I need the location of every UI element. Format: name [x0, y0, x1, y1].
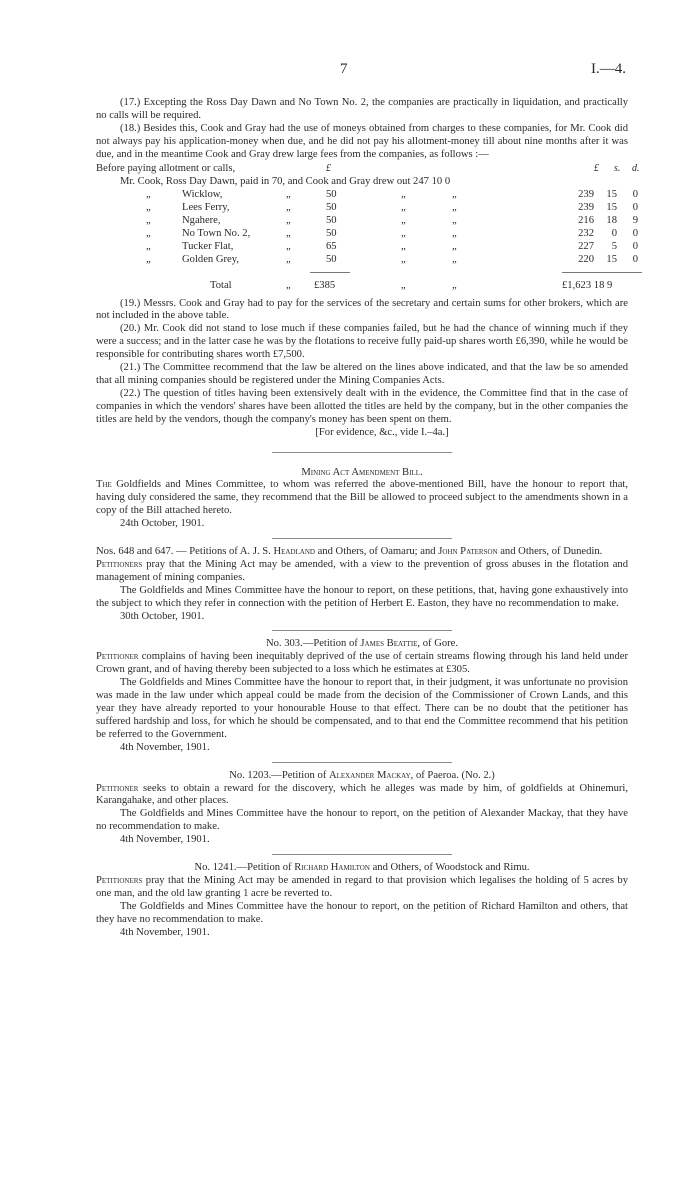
section-5-title — [96, 862, 628, 875]
section-divider — [272, 854, 452, 855]
section-4-title — [96, 770, 628, 783]
section-5-title-a: No. 1241.—Petition of — [194, 862, 292, 874]
row-ditto-4: „ — [452, 227, 457, 239]
section-3-paragraph-1 — [96, 651, 628, 677]
row-ditto-4: „ — [452, 201, 457, 213]
row-ditto-3: „ — [401, 253, 406, 265]
paragraph-21: (21.) The Committee recommend that the law be altered on the lines above indicated, and that the law be so amended that all mining companies should be registered under the Mining Companies Acts. — [96, 362, 628, 386]
row-pence: 0 — [632, 188, 638, 200]
col-header-shillings: s. — [614, 162, 621, 174]
section-2-date: 30th October, 1901. — [120, 610, 205, 622]
section-1-lead: The — [96, 479, 112, 491]
row-pounds: 239 — [578, 188, 594, 200]
section-3-title-a: No. 303.—Petition of — [265, 638, 358, 650]
petitioner-name-mackay: Alexander Mackay, — [328, 769, 414, 781]
total-ditto-1: „ — [286, 279, 291, 291]
row-pounds: 220 — [578, 253, 594, 265]
row-paid: 50 — [326, 201, 337, 213]
row-ditto-4: „ — [452, 240, 457, 252]
section-2-title-a: Nos. 648 and 647. — Petitions of A. J. S. — [96, 546, 271, 558]
row-pence: 0 — [632, 227, 638, 239]
row-shillings: 15 — [606, 201, 617, 213]
table-rows — [96, 162, 638, 298]
paragraph-22: (22.) The question of titles having been extensively dealt with in the evidence, the Committee find that in the case of companies in which the vendors' shares have been allotted the titles are held by the company, but in the other companies the titles are held by the vendors, though the company's money has been spent on them. — [96, 387, 628, 425]
section-2-lead: Petitioners — [96, 558, 143, 570]
row-company: Lees Ferry, — [182, 201, 230, 213]
petitioner-name-headland: Headland — [273, 546, 315, 558]
total-paid-rule — [310, 272, 350, 273]
row-ditto-1: „ — [146, 214, 151, 226]
col-header-pound: £ — [326, 162, 331, 174]
row-shillings: 15 — [606, 188, 617, 200]
total-drawn-rule — [562, 272, 642, 273]
document-reference: I.—4. — [591, 61, 626, 77]
row-pounds: 239 — [578, 201, 594, 213]
section-4-title-a: No. 1203.—Petition of — [229, 769, 327, 781]
row-ditto-2: „ — [286, 227, 291, 239]
row-pence: 0 — [632, 253, 638, 265]
row-ditto-1: „ — [146, 240, 151, 252]
row-ditto-4: „ — [452, 253, 457, 265]
section-4-text-1: seeks to obtain a reward for the discovery, which he alleges was made by him, of goldfields at Ohinemuri, Karangahake, and other places. — [96, 782, 628, 807]
section-4-paragraph-2: The Goldfields and Mines Committee have the honour to report, on the petition of Alexander Mackay, that they have no recommendation to make. — [96, 808, 628, 833]
row-ditto-1: „ — [146, 201, 151, 213]
total-ditto-3: „ — [452, 279, 457, 291]
section-5-date: 4th November, 1901. — [120, 926, 210, 938]
petitioner-name-paterson: John Paterson — [438, 546, 498, 558]
table-first-row: Mr. Cook, Ross Day Dawn, paid in 70, and Cook and Gray drew out 247 10 0 — [120, 175, 451, 187]
section-1-paragraph — [96, 479, 628, 518]
petitioner-name-beattie: James Beattie, — [360, 638, 421, 650]
row-shillings: 5 — [611, 240, 617, 252]
section-4-title-b: of Paeroa. (No. 2.) — [415, 769, 495, 781]
section-5-paragraph-1 — [96, 875, 628, 901]
row-company: Ngahere, — [182, 214, 221, 226]
section-2-paragraph-1 — [96, 559, 628, 585]
section-2-text-1: pray that the Mining Act may be amended, with a view to the prevention of gross abuses in the flotation and management of mining companies. — [96, 558, 628, 583]
row-pounds: 232 — [578, 227, 594, 239]
row-shillings: 18 — [606, 214, 617, 226]
row-ditto-2: „ — [286, 188, 291, 200]
section-3-lead: Petitioner — [96, 651, 139, 663]
total-drawn: £1,623 18 9 — [562, 279, 613, 291]
row-ditto-1: „ — [146, 253, 151, 265]
petitioner-name-hamilton: Richard Hamilton — [294, 862, 370, 874]
section-5-title-b: and Others, of Woodstock and Rimu. — [372, 862, 530, 874]
row-ditto-4: „ — [452, 214, 457, 226]
paragraph-19: (19.) Messrs. Cook and Gray had to pay for the services of the secretary and certain sums for other brokers, which are not included in the above table. — [96, 297, 628, 322]
section-1-text: Goldfields and Mines Committee, to whom was referred the above-mentioned Bill, have the honour to report that, having duly considered the same, they recommend that the Bill be allowed to proceed subject to the amendments shown in a copy of the Bill attached hereto. — [96, 479, 628, 517]
section-3-date: 4th November, 1901. — [120, 741, 210, 753]
row-ditto-2: „ — [286, 240, 291, 252]
row-ditto-2: „ — [286, 253, 291, 265]
section-2-title-c: and Others, of Dunedin. — [500, 546, 603, 558]
section-divider — [272, 538, 452, 539]
section-4-paragraph-1 — [96, 783, 628, 809]
row-company: Tucker Flat, — [182, 240, 234, 252]
row-pounds: 216 — [578, 214, 594, 226]
row-company: Wicklow, — [182, 188, 223, 200]
document-body — [96, 97, 640, 940]
section-5-paragraph-2: The Goldfields and Mines Committee have the honour to report, on the petition of Richard Hamilton and others, that they have no recommendation to make. — [96, 900, 628, 925]
section-5-text-1: pray that the Mining Act may be amended in regard to that provision which legalises the holding of 5 acres by one man, and the old law granting 1 acre be reverted to. — [96, 874, 628, 899]
section-1-date: 24th October, 1901. — [120, 518, 205, 530]
row-shillings: 0 — [611, 227, 617, 239]
total-ditto-2: „ — [401, 279, 406, 291]
row-ditto-1: „ — [146, 227, 151, 239]
section-3-title — [96, 638, 628, 651]
section-divider — [272, 452, 452, 453]
evidence-reference: [For evidence, &c., vide I.–4a.] — [315, 426, 449, 438]
paragraph-17: (17.) Excepting the Ross Day Dawn and No Town No. 2, the companies are practically in liquidation, and practically no calls will be required. — [96, 97, 628, 121]
total-label: Total — [210, 279, 232, 291]
row-paid: 50 — [326, 188, 337, 200]
row-pence: 0 — [632, 240, 638, 252]
section-3-text-1: complains of having been inequitably deprived of the use of certain streams flowing through his land held under Crown grant, and of having thereby been subjected to a loss which he estimates at £305. — [96, 651, 628, 676]
row-pence: 0 — [632, 201, 638, 213]
table-intro: Before paying allotment or calls, — [96, 162, 236, 174]
row-pounds: 227 — [578, 240, 594, 252]
paragraph-18: (18.) Besides this, Cook and Gray had the use of moneys obtained from charges to these companies, for Mr. Cook did not always pay his application-money when due, and he did not pay his allotment-money till about nine months after it was due, and in the meantime Cook and Gray drew large fees from the companies, as follows :— — [96, 122, 628, 160]
row-shillings: 15 — [606, 253, 617, 265]
col-header-pence: d. — [632, 162, 640, 174]
row-ditto-2: „ — [286, 201, 291, 213]
section-4-date: 4th November, 1901. — [120, 834, 210, 846]
fees-table — [96, 162, 640, 298]
row-pence: 9 — [632, 214, 638, 226]
section-title-mining-act: Mining Act Amendment Bill. — [301, 466, 423, 478]
row-paid: 65 — [326, 240, 337, 252]
row-company: No Town No. 2, — [182, 227, 251, 239]
row-ditto-4: „ — [452, 188, 457, 200]
total-paid: £385 — [314, 279, 336, 291]
section-4-lead: Petitioner — [96, 782, 139, 794]
row-ditto-2: „ — [286, 214, 291, 226]
page-number: 7 — [340, 61, 348, 77]
paragraph-20: (20.) Mr. Cook did not stand to lose much if these companies failed, but he had the chance of winning much if they were a success; and in the latter case he was by the flotations to receive fully paid-up shares worth £6,390, while he would be responsible for contributing shares worth £7,500. — [96, 323, 628, 361]
row-company: Golden Grey, — [182, 253, 239, 265]
row-paid: 50 — [326, 227, 337, 239]
row-ditto-1: „ — [146, 188, 151, 200]
row-paid: 50 — [326, 214, 337, 226]
row-paid: 50 — [326, 253, 337, 265]
section-5-lead: Petitioners — [96, 874, 143, 886]
section-divider — [272, 762, 452, 763]
section-2-title — [96, 546, 628, 559]
row-ditto-3: „ — [401, 214, 406, 226]
row-ditto-3: „ — [401, 201, 406, 213]
section-3-title-b: of Gore. — [422, 638, 459, 650]
row-ditto-3: „ — [401, 227, 406, 239]
row-ditto-3: „ — [401, 188, 406, 200]
section-2-title-b: and Others, of Oamaru; and — [317, 546, 436, 558]
col-header-pounds: £ — [594, 162, 599, 174]
section-divider — [272, 630, 452, 631]
row-ditto-3: „ — [401, 240, 406, 252]
section-3-paragraph-2: The Goldfields and Mines Committee have the honour to report that, in their judgment, it was unfortunate no provision was made in the law under which appeal could be made from the decision of the Commissioner of Crown Lands, and this year they have already reported to your honourable House to that effect. There can be no doubt that the petitioner has suffered hardship and loss, for which he should be compensated, and to that end the Committee recommend that his petition be referred to the Government. — [96, 677, 628, 740]
section-2-paragraph-2: The Goldfields and Mines Committee have the honour to report, on these petitions, that, having gone exhaustively into the subject to which they refer in connection with the petition of Herbert E. Easton, they have no recommendation to make. — [96, 584, 628, 609]
